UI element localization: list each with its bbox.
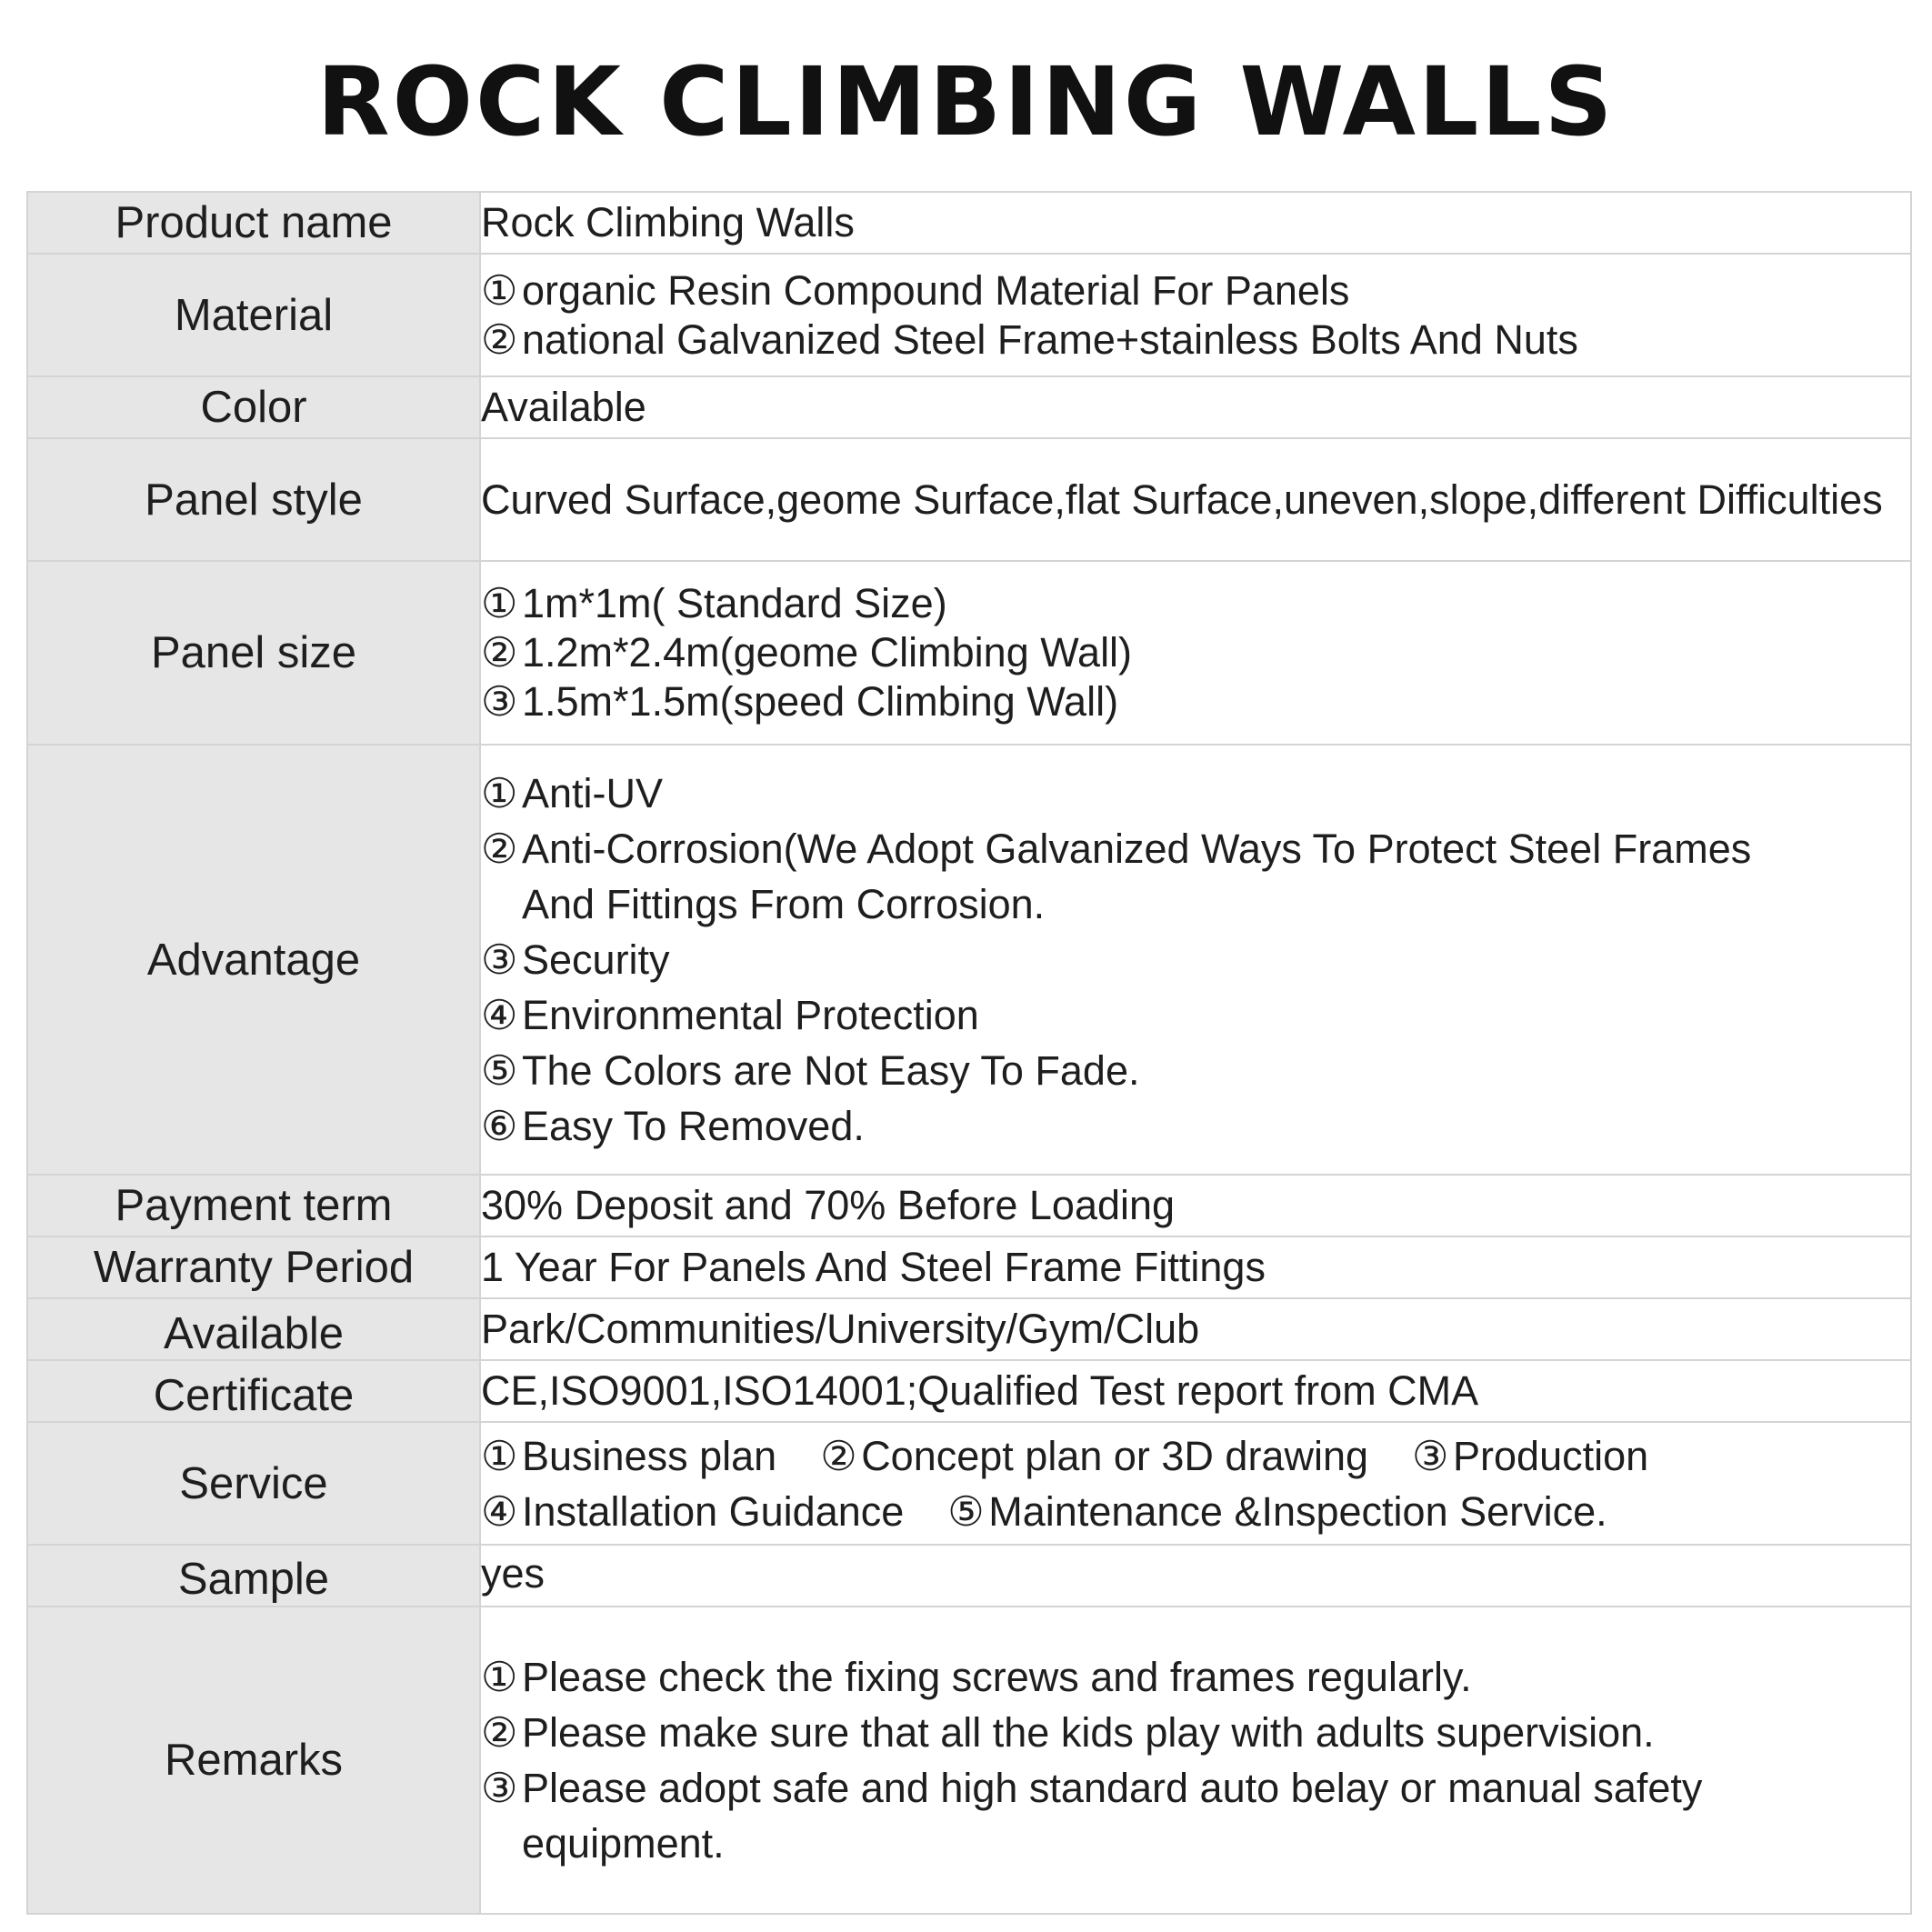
list-item-continuation: And Fittings From Corrosion. xyxy=(522,881,1046,927)
item-number: ⑤ xyxy=(481,1047,518,1094)
list-item xyxy=(481,1760,1910,1816)
row-warranty-period xyxy=(27,1236,1911,1298)
item-text: Concept plan or 3D drawing xyxy=(861,1432,1369,1479)
label-sample: Sample xyxy=(27,1545,480,1607)
list-item xyxy=(481,766,1910,821)
list-item xyxy=(481,1484,904,1539)
list-item xyxy=(947,1484,1607,1539)
item-text: Business plan xyxy=(522,1432,777,1479)
value-text: Available xyxy=(481,384,646,430)
list-item xyxy=(481,579,1910,628)
list-item xyxy=(481,266,1910,315)
value-text: Rock Climbing Walls xyxy=(481,199,855,245)
list-item xyxy=(820,1428,1368,1484)
row-color xyxy=(27,376,1911,438)
item-number: ③ xyxy=(481,936,518,983)
list-item xyxy=(481,821,1910,876)
label-warranty-period: Warranty Period xyxy=(27,1236,480,1298)
label-panel-style: Panel style xyxy=(27,438,480,561)
row-panel-style xyxy=(27,438,1911,561)
row-remarks xyxy=(27,1607,1911,1914)
list-item xyxy=(1412,1428,1648,1484)
item-number: ② xyxy=(820,1432,857,1479)
item-number: ⑤ xyxy=(947,1487,985,1535)
row-material xyxy=(27,254,1911,376)
item-number: ① xyxy=(481,1654,518,1700)
label-color: Color xyxy=(27,376,480,438)
value-service xyxy=(480,1422,1911,1545)
label-panel-size: Panel size xyxy=(27,561,480,745)
item-number: ④ xyxy=(481,1487,518,1535)
item-text: Maintenance &Inspection Service. xyxy=(988,1487,1607,1535)
label-advantage: Advantage xyxy=(27,745,480,1175)
row-sample xyxy=(27,1545,1911,1607)
item-number: ③ xyxy=(481,1765,518,1811)
item-number: ② xyxy=(481,826,518,872)
value-text: yes xyxy=(481,1550,546,1597)
item-text: Please make sure that all the kids play with adults supervision. xyxy=(522,1709,1655,1756)
label-payment-term: Payment term xyxy=(27,1175,480,1236)
item-number: ② xyxy=(481,629,518,676)
value-text: 30% Deposit and 70% Before Loading xyxy=(481,1182,1176,1228)
row-product-name xyxy=(27,192,1911,254)
list-item xyxy=(481,315,1910,365)
list-item xyxy=(481,932,1910,987)
list-item xyxy=(481,1705,1910,1760)
label-material: Material xyxy=(27,254,480,376)
item-number: ① xyxy=(481,580,518,626)
item-text: Security xyxy=(522,936,670,983)
item-text: Environmental Protection xyxy=(522,992,979,1038)
row-advantage xyxy=(27,745,1911,1175)
list-item xyxy=(481,987,1910,1043)
value-panel-size xyxy=(480,561,1911,745)
item-number: ② xyxy=(481,1709,518,1756)
item-number: ① xyxy=(481,266,518,314)
item-number: ② xyxy=(481,315,518,363)
list-item xyxy=(481,677,1910,726)
row-service xyxy=(27,1422,1911,1545)
value-product-name xyxy=(480,192,1911,254)
item-text: Anti-Corrosion(We Adopt Galvanized Ways To Protect Steel Frames xyxy=(522,826,1752,872)
item-text: 1m*1m( Standard Size) xyxy=(522,580,947,626)
label-available: Available xyxy=(27,1298,480,1360)
value-text: Curved Surface,geome Surface,flat Surface,uneven,slope,different Difficulties xyxy=(481,475,1883,523)
item-number: ① xyxy=(481,1432,518,1479)
item-text: Anti-UV xyxy=(522,770,664,816)
list-item xyxy=(481,1043,1910,1098)
list-item xyxy=(481,1098,1910,1154)
value-text: CE,ISO9001,ISO14001;Qualified Test report from CMA xyxy=(481,1367,1479,1414)
label-service: Service xyxy=(27,1422,480,1545)
label-remarks: Remarks xyxy=(27,1607,480,1914)
service-line xyxy=(481,1484,1910,1539)
item-text: 1.2m*2.4m(geome Climbing Wall) xyxy=(522,629,1133,676)
item-text: Please adopt safe and high standard auto belay or manual safety xyxy=(522,1765,1703,1811)
spec-table xyxy=(26,191,1912,1915)
item-text: Production xyxy=(1453,1432,1649,1479)
page-title: ROCK CLIMBING WALLS xyxy=(316,46,1616,157)
value-text: Park/Communities/University/Gym/Club xyxy=(481,1306,1200,1352)
value-material xyxy=(480,254,1911,376)
item-text: 1.5m*1.5m(speed Climbing Wall) xyxy=(522,678,1119,725)
item-number: ① xyxy=(481,770,518,816)
item-text: Installation Guidance xyxy=(522,1487,905,1535)
service-line xyxy=(481,1428,1910,1484)
row-panel-size xyxy=(27,561,1911,745)
list-item-continuation: equipment. xyxy=(522,1820,725,1867)
value-panel-style xyxy=(480,438,1911,561)
value-warranty-period xyxy=(480,1236,1911,1298)
list-item xyxy=(481,1649,1910,1705)
list-item xyxy=(481,1428,776,1484)
label-product-name: Product name xyxy=(27,192,480,254)
value-available xyxy=(480,1298,1911,1360)
value-payment-term xyxy=(480,1175,1911,1236)
row-certificate xyxy=(27,1360,1911,1422)
value-color xyxy=(480,376,1911,438)
item-text: organic Resin Compound Material For Panels xyxy=(522,266,1350,314)
item-number: ③ xyxy=(1412,1432,1449,1479)
value-text: 1 Year For Panels And Steel Frame Fittings xyxy=(481,1244,1266,1290)
value-advantage xyxy=(480,745,1911,1175)
value-sample xyxy=(480,1545,1911,1607)
item-number: ③ xyxy=(481,678,518,725)
row-available xyxy=(27,1298,1911,1360)
list-item xyxy=(481,628,1910,677)
row-payment-term xyxy=(27,1175,1911,1236)
item-text: Easy To Removed. xyxy=(522,1103,865,1149)
item-text: Please check the fixing screws and frames regularly. xyxy=(522,1654,1472,1700)
item-number: ⑥ xyxy=(481,1103,518,1149)
label-certificate: Certificate xyxy=(27,1360,480,1422)
value-certificate xyxy=(480,1360,1911,1422)
item-number: ④ xyxy=(481,992,518,1038)
item-text: national Galvanized Steel Frame+stainless Bolts And Nuts xyxy=(522,315,1578,363)
value-remarks xyxy=(480,1607,1911,1914)
item-text: The Colors are Not Easy To Fade. xyxy=(522,1047,1140,1094)
